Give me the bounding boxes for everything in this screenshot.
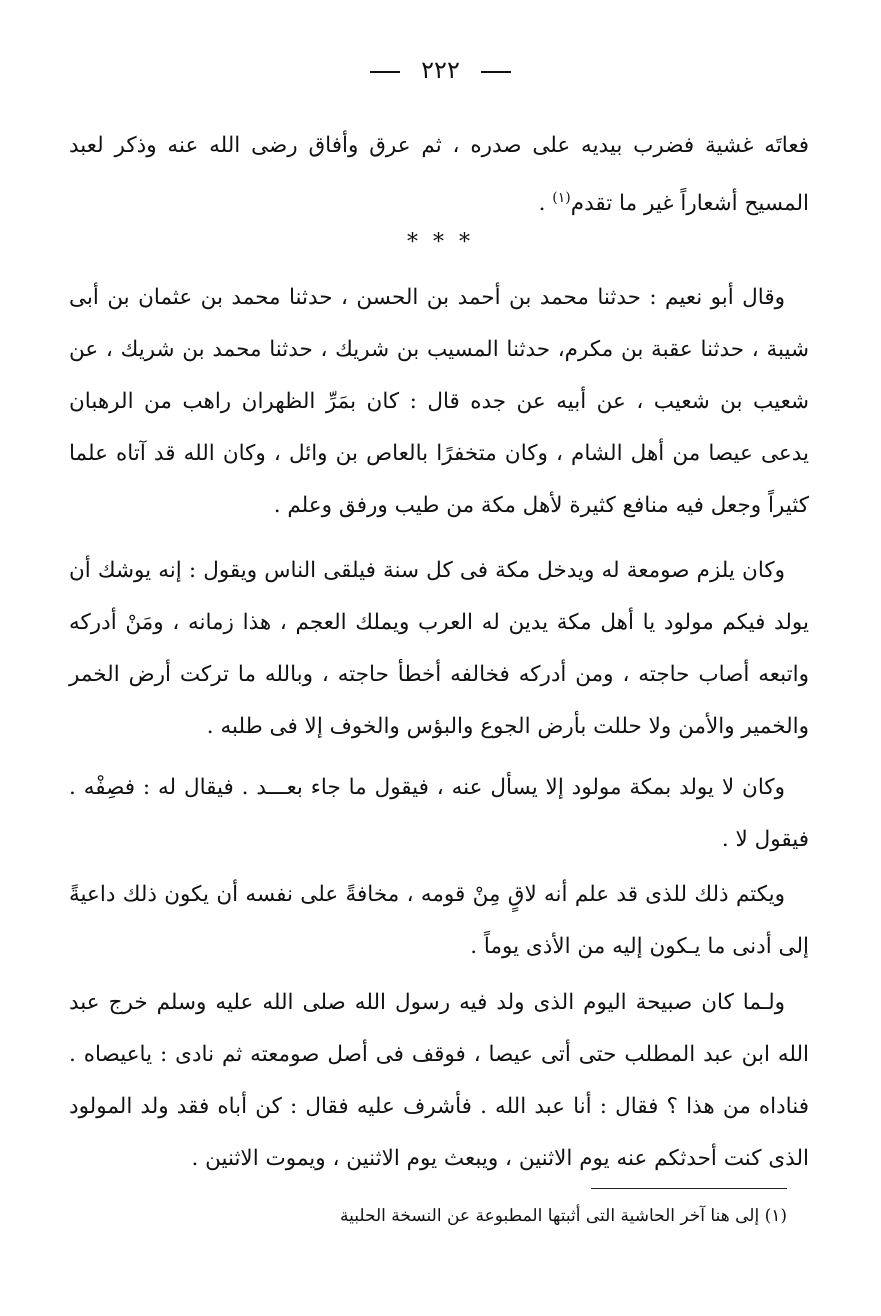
paragraph-5	[69, 869, 809, 973]
paragraph-1-tail: .	[538, 191, 553, 217]
section-separator: * * *	[407, 230, 474, 255]
footnote-text: إلى هنا آخر الحاشية التى أثبتها المطبوعة عن النسخة الحلبية	[340, 1206, 760, 1226]
paragraph-6-text: ولـما كان صبيحة اليوم الذى ولد فيه رسول الله صلى الله عليه وسلم خرج عبد الله ابن عبد المطلب حتى أتى عيصا ، فوقف فى أصل صومعته ثم نادى : ياعيصاه . فناداه من هذا ؟ فقال : أنا عبد الله . فأشرف عليه فقال : كن أباه فقد ولد المولود الذى كنت أحدثكم عنه يوم الاثنين ، ويبعث يوم الاثنين ، ويموت الاثنين .	[69, 990, 809, 1171]
footnote	[67, 1199, 787, 1233]
paragraph-5-text: ويكتم ذلك للذى قد علم أنه لاقٍ مِنْ قومه ، مخافةً على نفسه أن يكون ذلك داعيةً إلى أدنى ما يـكون إليه من الأذى يوماً .	[69, 882, 809, 959]
footnote-reference: (١)	[552, 190, 571, 206]
page-number-text: ٢٢٢	[421, 56, 460, 84]
paragraph-1	[69, 120, 809, 230]
footnote-marker: (١)	[764, 1206, 787, 1226]
paragraph-4-text: وكان لا يولد بمكة مولود إلا يسأل عنه ، فيقول ما جاء بعـــد . فيقال له : فصِفْه . فيقول لا .	[69, 775, 809, 852]
page-number	[0, 56, 881, 84]
paragraph-1-text: فعاتَه غشية فضرب بيديه على صدره ، ثم عرق وأفاق رضى الله عنه وذكر لعبد المسيح أشعاراً غير ما تقدم	[69, 133, 809, 217]
paragraph-4	[69, 762, 809, 866]
footnote-divider	[591, 1188, 787, 1189]
paragraph-3	[69, 545, 809, 753]
paragraph-6	[69, 977, 809, 1185]
paragraph-2-text: وقال أبو نعيم : حدثنا محمد بن أحمد بن الحسن ، حدثنا محمد بن عثمان بن أبى شيبة ، حدثنا عقبة بن مكرم، حدثنا المسيب بن شريك ، حدثنا محمد بن شريك ، عن شعيب بن شعيب ، عن أبيه عن جده قال : كان بمَرِّ الظهران راهب من الرهبان يدعى عيصا من أهل الشام ، وكان متخفرًا بالعاص بن وائل ، وكان الله قد آتاه علما كثيراً وجعل فيه منافع كثيرة لأهل مكة من طيب ورفق وعلم .	[69, 285, 809, 518]
paragraph-3-text: وكان يلزم صومعة له ويدخل مكة فى كل سنة فيلقى الناس ويقول : إنه يوشك أن يولد فيكم مولود يا أهل مكة يدين له العرب ويملك العجم ، هذا زمانه ، ومَنْ أدركه واتبعه أصاب حاجته ، ومن أدركه فخالفه أخطأ حاجته ، وبالله ما تركت أرض الخمر والخمير والأمن ولا حللت بأرض الجوع والبؤس والخوف إلا فى طلبه .	[69, 558, 809, 739]
page-number-dash-right	[481, 71, 511, 73]
page-number-dash-left	[370, 71, 400, 73]
paragraph-2	[69, 272, 809, 532]
